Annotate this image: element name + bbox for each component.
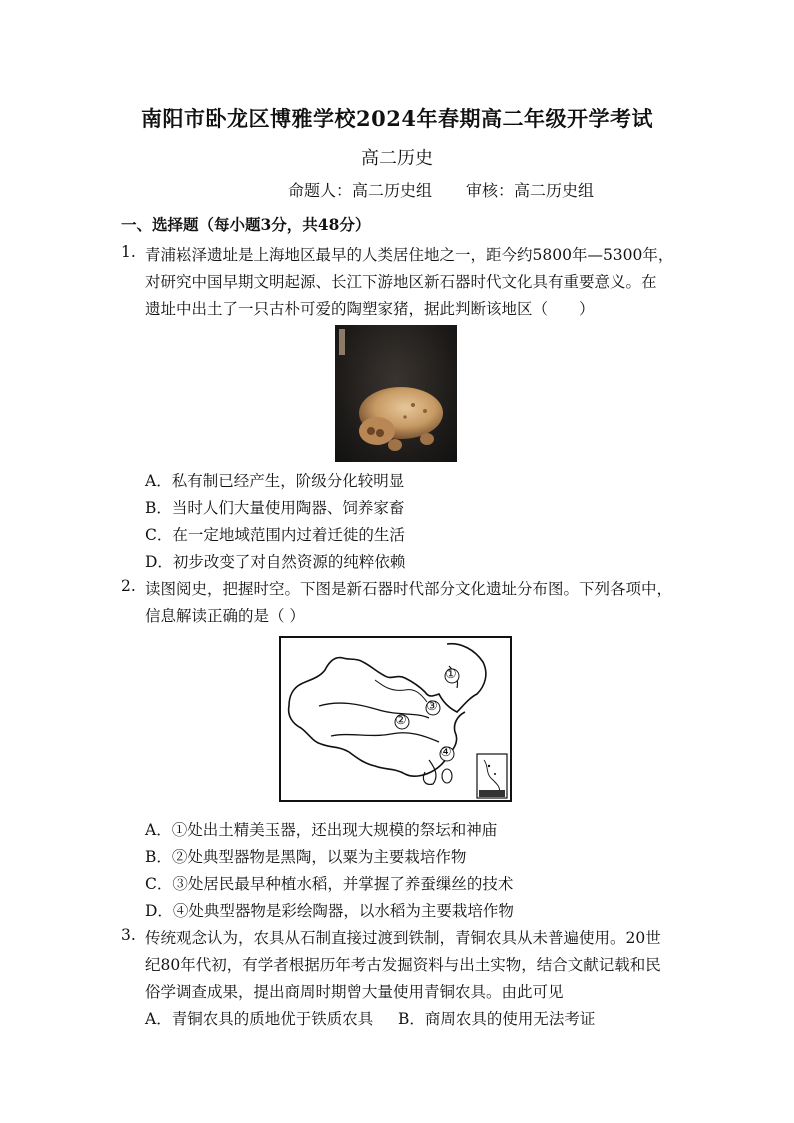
question-2-option-b: B．②处典型器物是黑陶，以粟为主要栽培作物 (145, 848, 467, 866)
question-1-text-line: 对研究中国早期文明起源、长江下游地区新石器时代文化具有重要意义。在 (145, 273, 657, 291)
question-1-option-a: A．私有制已经产生，阶级分化较明显 (145, 472, 405, 490)
question-3-text-line: 纪80年代初，有学者根据历年考古发掘资料与出土实物，结合文献记载和民 (145, 956, 661, 974)
question-2-option-c: C．③处居民最早种植水稻，并掌握了养蚕缫丝的技术 (145, 875, 514, 893)
photo-label-strip (339, 329, 345, 355)
reviewer: 审核：高二历史组 (466, 181, 595, 200)
question-3-option-a: A．青铜农具的质地优于铁质农具 (145, 1010, 374, 1028)
pottery-pig-photo (335, 325, 457, 462)
question-1-number: 1. (121, 243, 136, 261)
pottery-pig-image (335, 325, 457, 462)
question-1-option-d: D．初步改变了对自然资源的纯粹依赖 (145, 553, 406, 571)
map-marker-4: ④ (440, 745, 452, 760)
question-2-text-line: 信息解读正确的是（ ） (145, 607, 305, 625)
question-3-number: 3. (121, 926, 136, 944)
question-1-option-b: B．当时人们大量使用陶器、饲养家畜 (145, 499, 405, 517)
question-3-text-line: 传统观念认为，农具从石制直接过渡到铁制，青铜农具从未普遍使用。20世 (145, 929, 661, 947)
question-2-number: 2. (121, 577, 136, 595)
map-marker-3: ③ (426, 699, 438, 714)
question-1-text-line: 青浦崧泽遗址是上海地区最早的人类居住地之一，距今约5800年—5300年， (145, 246, 674, 264)
question-2-text-line: 读图阅史，把握时空。下图是新石器时代部分文化遗址分布图。下列各项中， (145, 580, 673, 598)
map-marker-1: ① (445, 667, 457, 682)
question-2-option-a: A．①处出土精美玉器，还出现大规模的祭坛和神庙 (145, 821, 498, 839)
question-3-option-b: B．商周农具的使用无法考证 (398, 1010, 596, 1028)
exam-title: 南阳市卧龙区博雅学校2024年春期高二年级开学考试 (141, 106, 653, 131)
neolithic-sites-map (279, 636, 512, 802)
question-1-text-line: 遗址中出土了一只古朴可爱的陶塑家猪，据此判断该地区（ ） (145, 300, 595, 318)
question-1-option-c: C．在一定地域范围内过着迁徙的生活 (145, 526, 405, 544)
map-marker-2: ② (395, 713, 407, 728)
question-2-option-d: D．④处典型器物是彩绘陶器，以水稻为主要栽培作物 (145, 902, 514, 920)
exam-subtitle: 高二历史 (361, 148, 433, 169)
section-heading: 一、选择题（每小题3分，共48分） (121, 215, 371, 234)
author: 命题人：高二历史组 (288, 181, 433, 200)
author-line (288, 178, 594, 201)
question-3-text-line: 俗学调查成果，提出商周时期曾大量使用青铜农具。由此可见 (145, 983, 564, 1001)
